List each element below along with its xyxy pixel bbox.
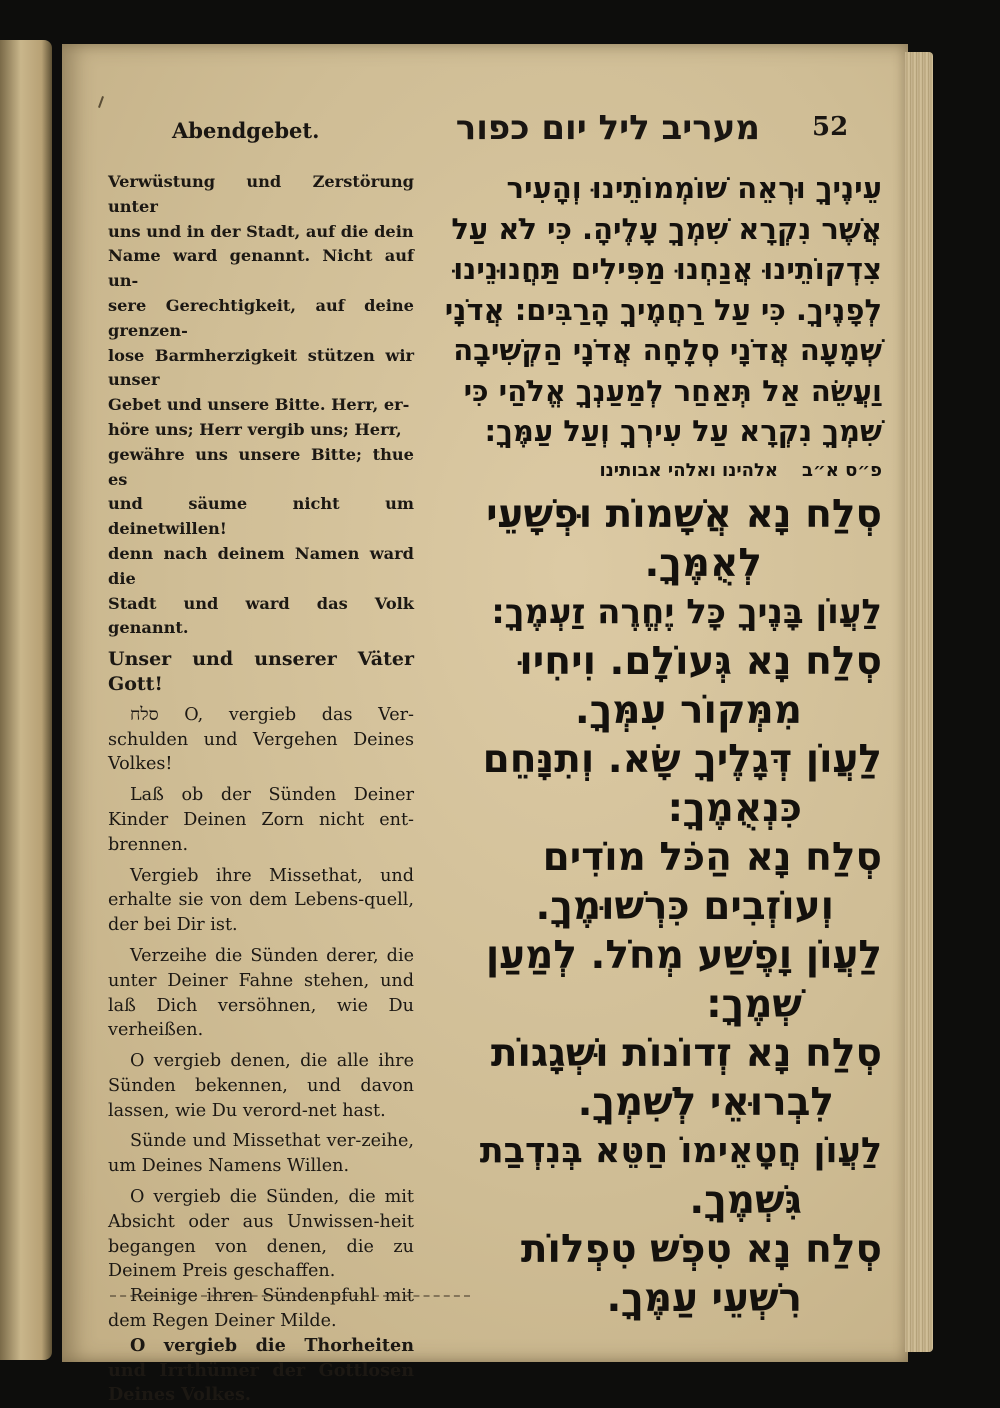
german-paragraph: Unser und unserer Väter Gott!: [108, 648, 414, 695]
german-intro-line: lose Barmherzigkeit stützen wir unser: [108, 345, 414, 390]
german-intro-line: gewähre uns unsere Bitte; thue es: [108, 444, 414, 489]
hebrew-large-line: סְלַח נָא זְדוֹנוֹת וּשְׁגָגוֹת: [490, 1030, 882, 1076]
hebrew-line: שְׁמָעָה אֲדֹנָי סְלָחָה אֲדֹנָי הַקְשִׁיבָה: [453, 333, 882, 367]
hebrew-line: שִׁמְךָ נִקְרָא עַל עִירְךָ וְעַל עַמֶּךָ:: [484, 414, 882, 448]
hebrew-line: עֵינֶיךָ וּרְאֵה שׁוֹמְמוֹתֵינוּ וְהָעִיר: [506, 171, 882, 205]
hebrew-large-line: לְאֻמֶּךָ.: [644, 540, 762, 586]
hebrew-large-line: לַעֲוֹן דְּגָלֶיךָ שָׂא. וְתִנָּחֵם: [482, 736, 882, 782]
german-paragraph: Vergieb ihre Missethat, und erhalte sie von dem Lebens-quell, der bei Dir ist.: [108, 865, 414, 936]
german-intro-line: denn nach deinem Namen ward die: [108, 543, 414, 588]
hebrew-large-line: סְלַח נָא אֲשָׁמוֹת וּפְשָׁעֵי: [486, 491, 882, 537]
bottom-ink-marks: [110, 1285, 470, 1297]
german-column: [108, 170, 414, 1408]
german-intro-line: Gebet und unsere Bitte. Herr, er-: [108, 395, 410, 415]
german-intro-line: sere Gerechtigkeit, auf deine grenzen-: [108, 295, 414, 340]
german-intro-line: Stadt und ward das Volk genannt.: [108, 593, 414, 638]
german-intro-line: Verwüstung und Zerstörung unter: [108, 172, 414, 216]
hebrew-large-line: סְלַח נָא הַכֹּל מוֹדִים: [542, 834, 882, 880]
hebrew-large-line: לַעֲוֹן חֲטָאֵימוֹ חַטֵּא בְּנִדְבַת: [479, 1130, 882, 1171]
hebrew-large-line: לִבְרוּאֵי לְשִׁמְךָ.: [577, 1079, 834, 1125]
hebrew-line: אֲשֶׁר נִקְרָא שִׁמְךָ עָלֶיהָ. כִּי לֹא עַל: [451, 211, 882, 246]
hebrew-large-line: גִּשְׁמֶךָ.: [689, 1177, 802, 1223]
hebrew-running-head: מעריב ליל יום כפור: [455, 108, 760, 148]
german-paragraph: סלח O, vergieb das Ver-schulden und Vergehen Deines Volkes!: [108, 704, 414, 775]
german-intro-line: und säume nicht um deinetwillen!: [108, 494, 414, 539]
hebrew-selichah-block: [436, 490, 882, 1323]
hebrew-large-line: לַעֲוֹן וָפֶשַׁע מְחֹל. לְמַעַן: [485, 932, 882, 978]
german-paragraph: Sünde und Missethat ver-zeihe, um Deines Namens Willen.: [108, 1131, 414, 1177]
hebrew-large-line: סְלַח נָא גְּעוֹלָם. וִיחִיוּ: [519, 638, 882, 684]
hebrew-section-heading: [436, 458, 882, 484]
german-running-head: Abendgebet.: [172, 118, 320, 143]
hebrew-large-line: רִשְׁעֵי עַמֶּךָ.: [606, 1275, 802, 1321]
hebrew-large-line: סְלַח נָא טִפְשׁ טִפְלוֹת: [520, 1226, 882, 1272]
german-intro-line: uns und in der Stadt, auf die dein: [108, 221, 414, 241]
page-stack-edge: [905, 52, 933, 1352]
german-intro-line: höre uns; Herr vergib uns; Herr,: [108, 419, 402, 439]
hebrew-large-line: לַעֲוֹן בָּנֶיךָ כָּל יֶחֱרֶה זַעְמֶךָ:: [491, 591, 882, 632]
hebrew-large-line: שְׁמֶךָ:: [706, 981, 802, 1027]
hebrew-line: צִדְקוֹתֵינוּ אֲנַחְנוּ מַפִּילִים תַּחֲנוּנֵינוּ: [453, 252, 882, 286]
hebrew-column: [436, 168, 882, 1323]
hebrew-large-line: וְעוֹזְבִים כִּרְשׁוּמֶךָ.: [535, 883, 834, 929]
hebrew-large-line: מִמְּקוֹר עִמְּךָ.: [574, 687, 802, 733]
german-intro-block: [108, 170, 414, 641]
section-label: פ״ס א״ב: [802, 459, 882, 481]
page-number: 52: [812, 112, 849, 142]
german-paragraph: Verzeihe die Sünden derer, die unter Deiner Fahne stehen, und laß Dich versöhnen, wie Du verheißen.: [108, 945, 414, 1041]
german-paragraph: O vergieb die Sünden, die mit Absicht oder aus Unwissen-heit begangen von denen, die zu Deinem Preis geschaffen.: [108, 1187, 414, 1282]
german-paragraph: Reinige ihren Sündenpfuhl mit dem Regen Deiner Milde.: [108, 1286, 414, 1332]
facing-page-edge: [0, 40, 52, 1360]
hebrew-prayer-block: [436, 168, 882, 452]
german-paragraph: O vergieb die Thorheiten und Irrthümer der Gottlosen Deines Volkes.: [108, 1334, 414, 1406]
section-title: אלהינו ואלהי אבותינו: [599, 459, 779, 481]
hebrew-line: וַעֲשֵׂה אַל תְּאַחַר לְמַעַנְךָ אֱלֹהַי כִּי: [463, 373, 882, 408]
german-intro-line: Name ward genannt. Nicht auf un-: [108, 246, 414, 291]
german-paragraph: Laß ob der Sünden Deiner Kinder Deinen Zorn nicht ent-brennen.: [108, 785, 414, 855]
hebrew-large-line: כִּנְאֻמֶךָ:: [667, 785, 802, 831]
german-paragraph: O vergieb denen, die alle ihre Sünden bekennen, und davon lassen, wie Du verord-net hast.: [108, 1051, 414, 1121]
hebrew-line: לְפָנֶיךָ. כִּי עַל רַחֲמֶיךָ הָרַבִּים: אֲדֹנָי: [444, 292, 882, 327]
